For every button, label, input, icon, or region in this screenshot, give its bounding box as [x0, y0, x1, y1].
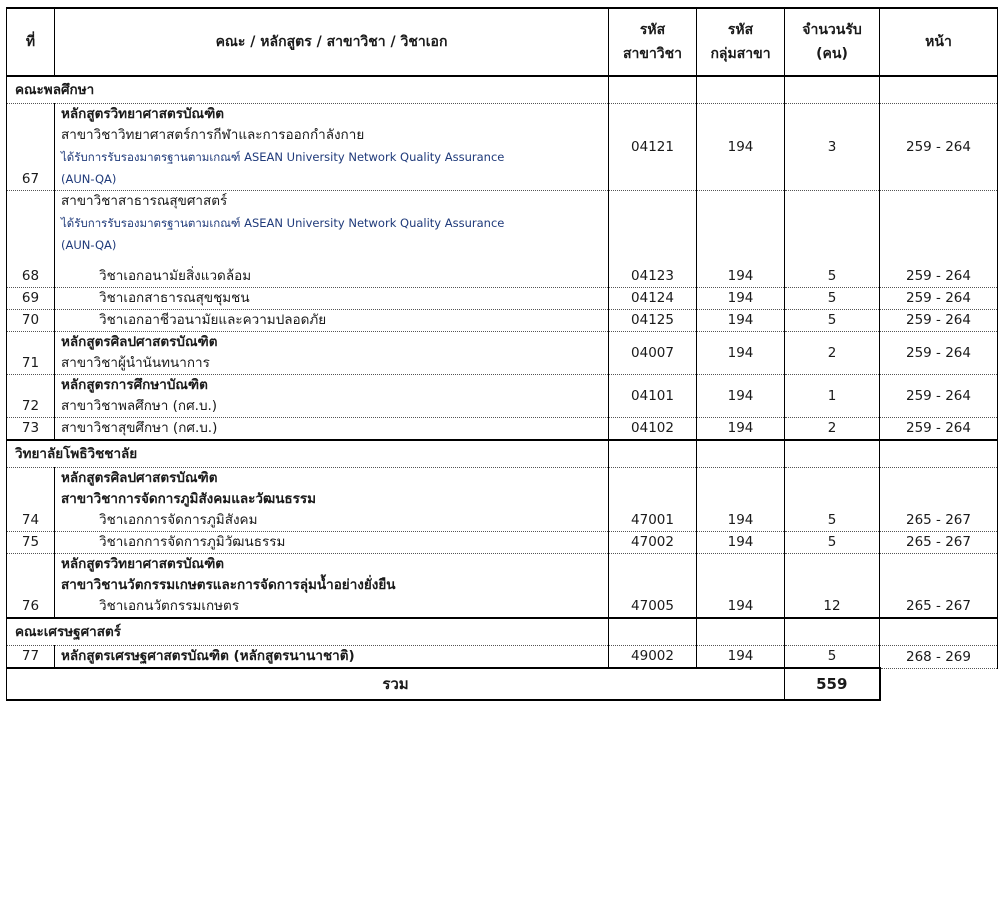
page-range: 265 - 267: [880, 532, 998, 554]
course-name: หลักสูตรเศรษฐศาสตรบัณฑิต (หลักสูตรนานาชาติ): [61, 648, 355, 664]
group-code: 194: [697, 288, 785, 310]
page-range: 259 - 264: [880, 104, 998, 191]
accreditation-note-cont: (AUN-QA): [61, 172, 117, 186]
faculty-name: คณะพลศึกษา: [7, 76, 609, 104]
admission-table: [6, 7, 998, 701]
group-code: 194: [697, 554, 785, 619]
major-code: 47001: [609, 468, 697, 532]
course-name: หลักสูตรศิลปศาสตรบัณฑิต: [61, 334, 218, 350]
quota: 5: [785, 532, 880, 554]
header-quota-line1: จำนวนรับ: [802, 22, 862, 38]
major-code: 49002: [609, 646, 697, 669]
group-code: 194: [697, 468, 785, 532]
row-no: 74: [7, 468, 55, 532]
quota: 5: [785, 468, 880, 532]
header-program: คณะ / หลักสูตร / สาขาวิชา / วิชาเอก: [55, 8, 609, 76]
row-no: 68: [7, 191, 55, 288]
table-row: [7, 532, 998, 554]
faculty-row: [7, 618, 998, 646]
minor-name: วิชาเอกอาชีวอนามัยและความปลอดภัย: [99, 312, 327, 328]
major-code: 04101: [609, 375, 697, 418]
minor-name: วิชาเอกอนามัยสิ่งแวดล้อม: [99, 268, 252, 284]
faculty-name: วิทยาลัยโพธิวิชชาลัย: [7, 440, 609, 468]
page-range: 259 - 264: [880, 191, 998, 288]
quota: 2: [785, 418, 880, 441]
group-code: 194: [697, 532, 785, 554]
page-range: 259 - 264: [880, 310, 998, 332]
header-quota: [785, 8, 880, 76]
page-range: 265 - 267: [880, 468, 998, 532]
group-code: 194: [697, 646, 785, 669]
header-group-code-line1: รหัส: [727, 22, 754, 38]
quota: 1: [785, 375, 880, 418]
minor-name: วิชาเอกการจัดการภูมิสังคม: [99, 512, 258, 528]
page-range: 259 - 264: [880, 375, 998, 418]
header-quota-line2: (คน): [816, 46, 848, 62]
header-group-code-line2: กลุ่มสาขา: [710, 46, 771, 62]
row-no: 76: [7, 554, 55, 619]
total-row: [7, 668, 998, 700]
quota: 3: [785, 104, 880, 191]
major-code: 04121: [609, 104, 697, 191]
faculty-name: คณะเศรษฐศาสตร์: [7, 618, 609, 646]
course-name: หลักสูตรศิลปศาสตรบัณฑิต: [61, 470, 218, 486]
header-major-code-line1: รหัส: [639, 22, 666, 38]
page-range: 259 - 264: [880, 418, 998, 441]
table-row: [7, 104, 998, 191]
row-no: 75: [7, 532, 55, 554]
table-row: [7, 288, 998, 310]
row-no: 77: [7, 646, 55, 669]
table-row: [7, 418, 998, 441]
row-program: [55, 104, 609, 191]
quota: 5: [785, 288, 880, 310]
minor-name: วิชาเอกนวัตกรรมเกษตร: [99, 598, 240, 614]
group-code: 194: [697, 104, 785, 191]
group-code: 194: [697, 191, 785, 288]
group-code: 194: [697, 332, 785, 375]
faculty-row: [7, 76, 998, 104]
major-name: สาขาวิชาผู้นำนันทนาการ: [61, 355, 210, 371]
major-name: สาขาวิชาสาธารณสุขศาสตร์: [61, 193, 228, 209]
page-range: 268 - 269: [880, 646, 998, 669]
group-code: 194: [697, 418, 785, 441]
table-row: [7, 332, 998, 375]
minor-name: วิชาเอกสาธารณสุขชุมชน: [99, 290, 250, 306]
quota: 5: [785, 191, 880, 288]
major-name: สาขาวิชาวิทยาศาสตร์การกีฬาและการออกกำลังกาย: [61, 127, 365, 143]
major-code: 04102: [609, 418, 697, 441]
row-program: [55, 532, 609, 554]
major-code: 04007: [609, 332, 697, 375]
table-row: [7, 646, 998, 669]
accreditation-note: ได้รับการรับรองมาตรฐานตามเกณฑ์ ASEAN University Network Quality Assurance: [61, 216, 505, 230]
page-range: 259 - 264: [880, 332, 998, 375]
table-row: [7, 554, 998, 619]
header-no: ที่: [7, 8, 55, 76]
header-major-code: [609, 8, 697, 76]
quota: 2: [785, 332, 880, 375]
header-major-code-line2: สาขาวิชา: [622, 46, 683, 62]
row-program: [55, 646, 609, 669]
table-header-row: [7, 8, 998, 76]
page-range: 265 - 267: [880, 554, 998, 619]
row-no: 70: [7, 310, 55, 332]
header-page: หน้า: [880, 8, 998, 76]
total-label: รวม: [7, 668, 785, 700]
total-value: 559: [785, 668, 880, 700]
page-range: 259 - 264: [880, 288, 998, 310]
row-program: [55, 468, 609, 532]
group-code: 194: [697, 310, 785, 332]
course-name: หลักสูตรวิทยาศาสตรบัณฑิต: [61, 106, 225, 122]
course-name: หลักสูตรวิทยาศาสตรบัณฑิต: [61, 556, 225, 572]
table-row: [7, 191, 998, 288]
quota: 5: [785, 646, 880, 669]
row-program: [55, 288, 609, 310]
row-program: [55, 332, 609, 375]
major-name: สาขาวิชาการจัดการภูมิสังคมและวัฒนธรรม: [61, 491, 317, 507]
row-program: [55, 554, 609, 619]
row-no: 71: [7, 332, 55, 375]
course-name: หลักสูตรการศึกษาบัณฑิต: [61, 377, 208, 393]
faculty-row: [7, 440, 998, 468]
accreditation-note-cont: (AUN-QA): [61, 238, 117, 252]
row-no: 73: [7, 418, 55, 441]
major-name: สาขาวิชาสุขศึกษา (กศ.บ.): [61, 420, 218, 436]
major-name: สาขาวิชาพลศึกษา (กศ.บ.): [61, 398, 218, 414]
row-no: 72: [7, 375, 55, 418]
major-code: 04123: [609, 191, 697, 288]
major-code: 04124: [609, 288, 697, 310]
group-code: 194: [697, 375, 785, 418]
major-code: 04125: [609, 310, 697, 332]
table-row: [7, 468, 998, 532]
accreditation-note: ได้รับการรับรองมาตรฐานตามเกณฑ์ ASEAN University Network Quality Assurance: [61, 150, 505, 164]
row-program: [55, 191, 609, 288]
row-program: [55, 375, 609, 418]
row-no: 67: [7, 104, 55, 191]
row-no: 69: [7, 288, 55, 310]
major-code: 47005: [609, 554, 697, 619]
quota: 12: [785, 554, 880, 619]
major-code: 47002: [609, 532, 697, 554]
table-row: [7, 375, 998, 418]
header-group-code: [697, 8, 785, 76]
major-name: สาขาวิชานวัตกรรมเกษตรและการจัดการลุ่มน้ำอย่างยั่งยืน: [61, 577, 396, 593]
row-program: [55, 418, 609, 441]
row-program: [55, 310, 609, 332]
table-row: [7, 310, 998, 332]
quota: 5: [785, 310, 880, 332]
minor-name: วิชาเอกการจัดการภูมิวัฒนธรรม: [99, 534, 286, 550]
